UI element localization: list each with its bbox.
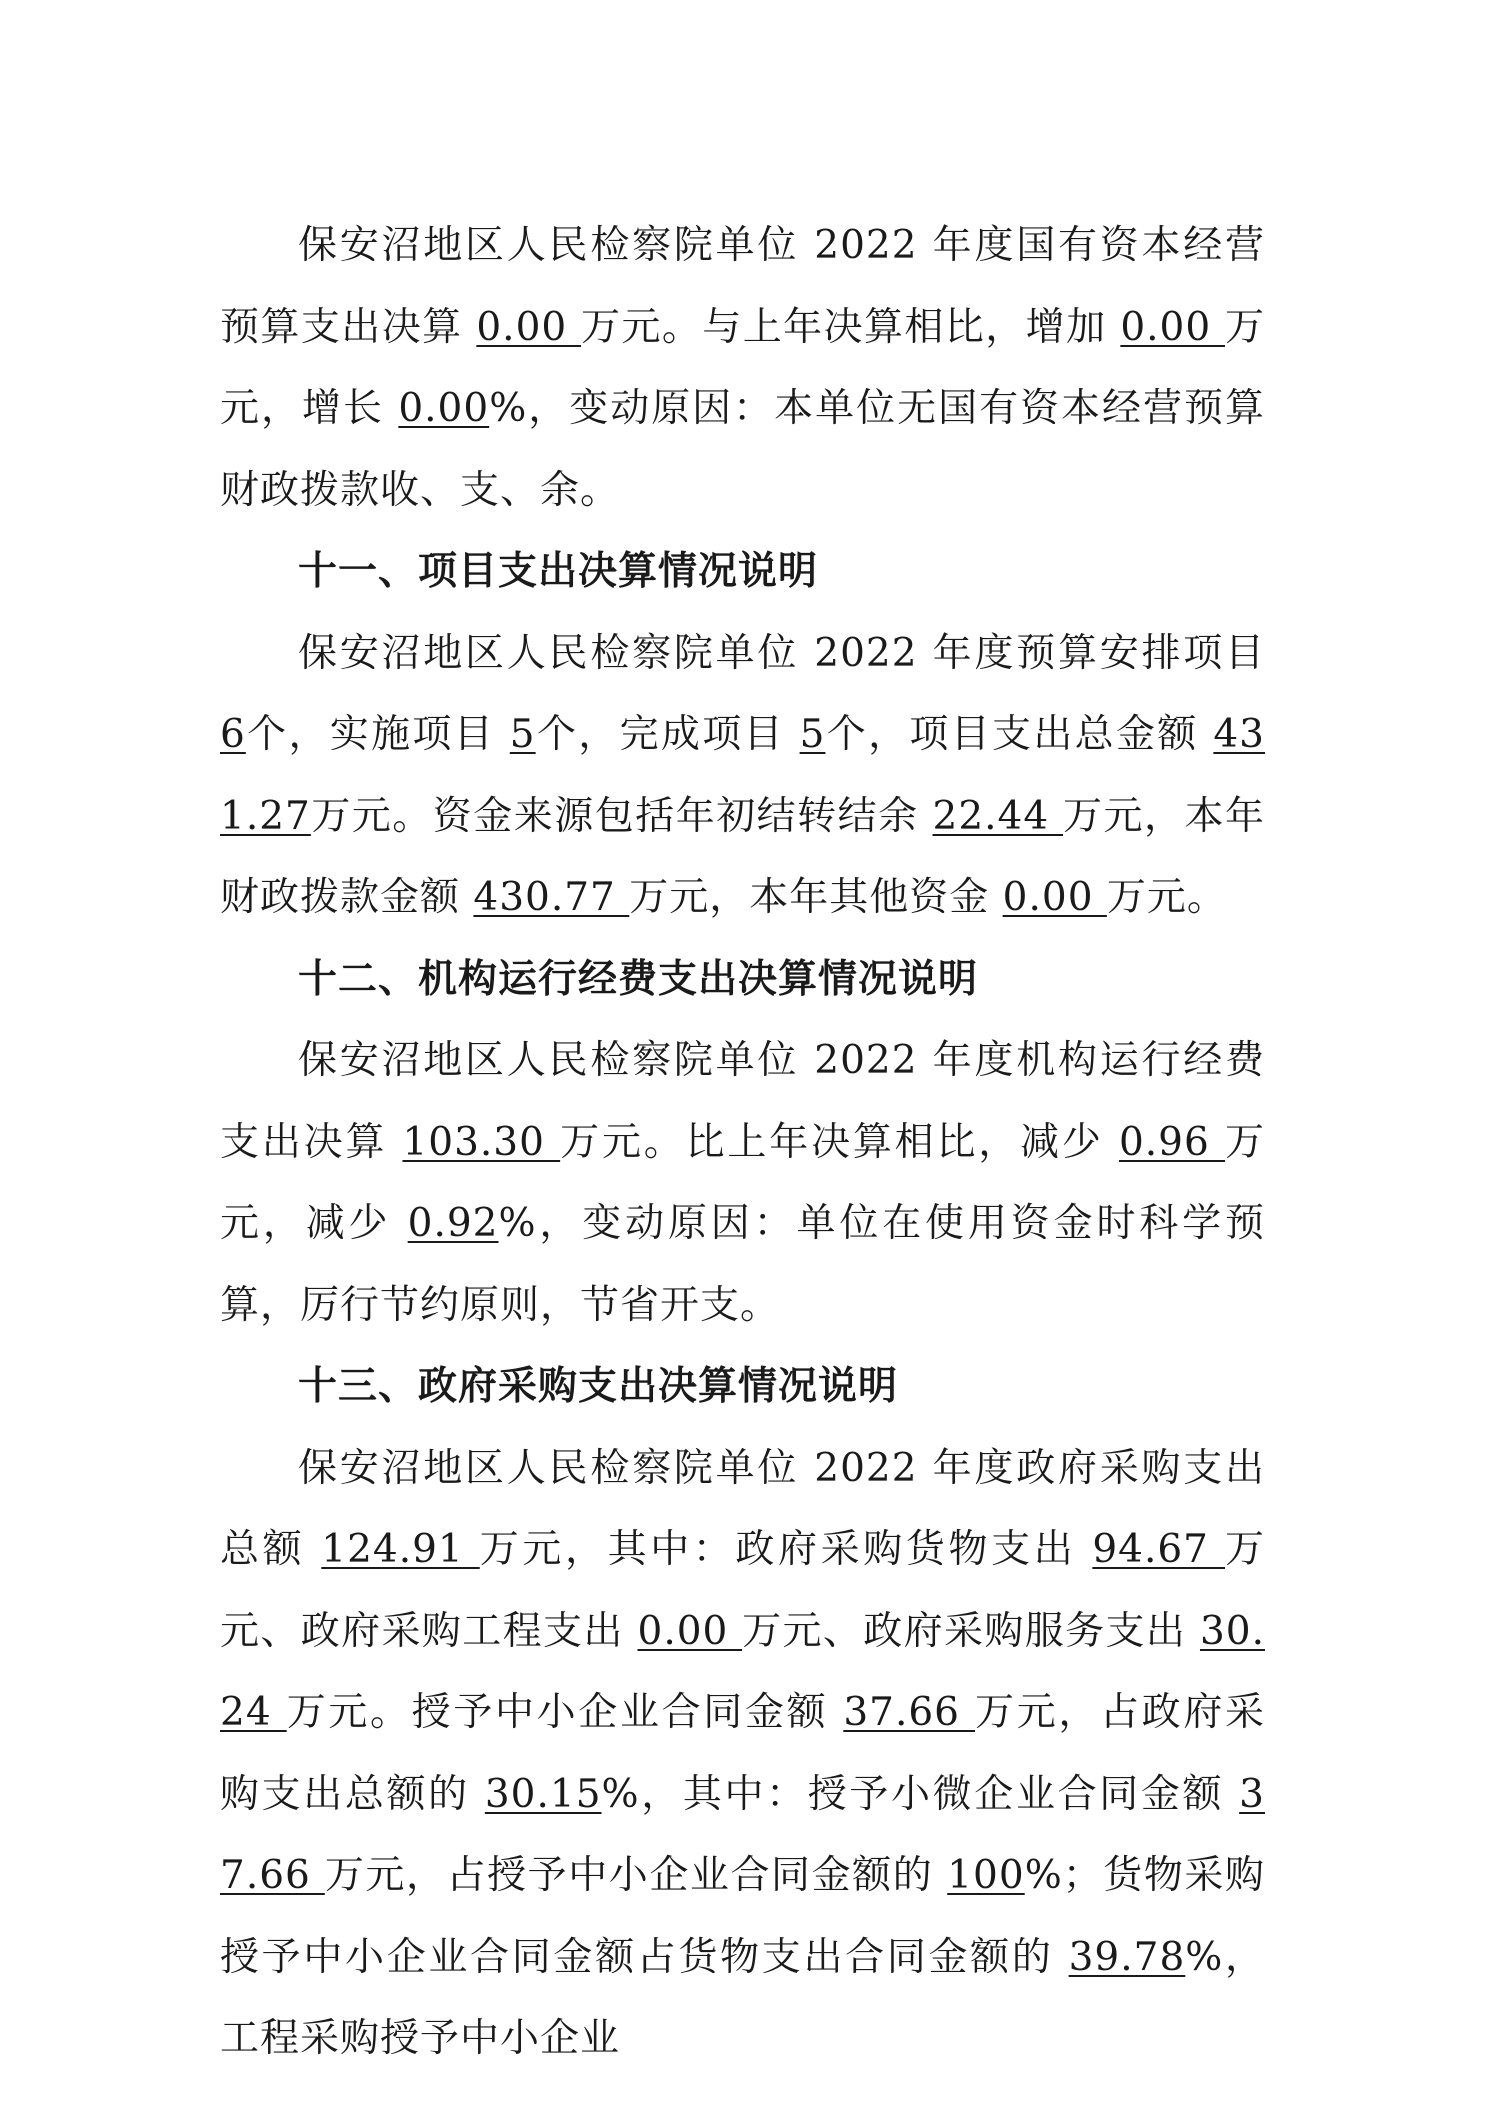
section-heading-operating-expenses: 十二、机构运行经费支出决算情况说明 <box>298 956 979 1002</box>
text-run: 万元，本年财政拨款金额 <box>220 793 1265 920</box>
underlined-value: 0.00 <box>1120 304 1225 350</box>
text-run: 万元，减少 <box>220 1119 1266 1246</box>
section-heading-project-expenditure: 十一、项目支出决算情况说明 <box>298 549 819 594</box>
text-run: 保安沼地区人民检察院单位 2022 年度国有资本经营预算支出决算 <box>220 223 1265 350</box>
text-run: 万元、政府采购服务支出 <box>742 1608 1200 1654</box>
text-run: 保安沼地区人民检察院单位 2022 年度政府采购支出总额 <box>220 1445 1265 1572</box>
text-run: 万元。资金来源包括年初结转结余 <box>310 793 933 839</box>
paragraph-project-expenditure <box>220 613 1265 939</box>
underlined-value: 430.77 <box>473 875 630 920</box>
underlined-value: 100 <box>947 1853 1025 1898</box>
text-run: %，变动原因：本单位无国有资本经营预算财政拨款收、支、余。 <box>220 386 1266 513</box>
paragraph-state-capital-budget <box>220 205 1265 531</box>
text-run: 万元，占政府采购支出总额的 <box>220 1690 1265 1817</box>
text-run: %，其中：授予小微企业合同金额 <box>601 1771 1240 1817</box>
text-run: %，工程采购授予中小企业 <box>220 1934 1265 2061</box>
underlined-value: 94.67 <box>1092 1527 1226 1572</box>
underlined-value: 30.24 <box>220 1608 1265 1735</box>
underlined-value: 39.78 <box>1068 1934 1186 1980</box>
paragraph-government-procurement <box>220 1428 1265 2080</box>
underlined-value: 6 <box>220 712 246 757</box>
text-run: 万元，其中：政府采购货物支出 <box>479 1527 1093 1572</box>
text-run: 个，完成项目 <box>535 712 800 757</box>
underlined-value: 5 <box>509 712 536 757</box>
text-run: 保安沼地区人民检察院单位 2022 年度机构运行经费支出决算 <box>220 1038 1265 1165</box>
text-run: 万元。 <box>1106 875 1227 920</box>
text-run: 保安沼地区人民检察院单位 2022 年度预算安排项目 <box>298 630 1265 676</box>
section-heading-government-procurement: 十三、政府采购支出决算情况说明 <box>298 1364 899 1409</box>
text-run: 万元，增长 <box>220 304 1265 431</box>
underlined-value: 0.00 <box>637 1608 743 1654</box>
text-run: %，变动原因：单位在使用资金时科学预算，厉行节约原则，节省开支。 <box>220 1201 1265 1328</box>
underlined-value: 124.91 <box>321 1527 480 1572</box>
text-run: 万元。授予中小企业合同金额 <box>286 1690 844 1735</box>
text-run: 万元、政府采购工程支出 <box>220 1527 1266 1654</box>
text-run: 万元，占授予中小企业合同金额的 <box>324 1853 948 1898</box>
underlined-value: 103.30 <box>402 1119 561 1165</box>
underlined-value: 5 <box>799 712 826 757</box>
underlined-value: 37.66 <box>220 1771 1265 1898</box>
underlined-value: 431.27 <box>220 712 1265 839</box>
underlined-value: 0.00 <box>476 304 582 350</box>
underlined-value: 30.15 <box>484 1771 602 1817</box>
text-run: 万元。与上年决算相比，增加 <box>581 304 1121 350</box>
text-run: %；货物采购授予中小企业合同金额占货物支出合同金额的 <box>220 1853 1266 1980</box>
underlined-value: 0.92 <box>407 1201 499 1246</box>
paragraph-operating-expenses <box>220 1020 1265 1346</box>
underlined-value: 0.00 <box>398 386 490 431</box>
text-run: 个，项目支出总金额 <box>825 712 1214 757</box>
underlined-value: 22.44 <box>932 793 1064 839</box>
text-run: 万元，本年其他资金 <box>629 875 1003 920</box>
underlined-value: 37.66 <box>843 1690 976 1735</box>
document-page <box>220 205 1265 2080</box>
underlined-value: 0.00 <box>1002 875 1107 920</box>
text-run: 个，实施项目 <box>245 712 510 757</box>
text-run: 万元。比上年决算相比，减少 <box>560 1119 1119 1165</box>
underlined-value: 0.96 <box>1118 1119 1225 1165</box>
